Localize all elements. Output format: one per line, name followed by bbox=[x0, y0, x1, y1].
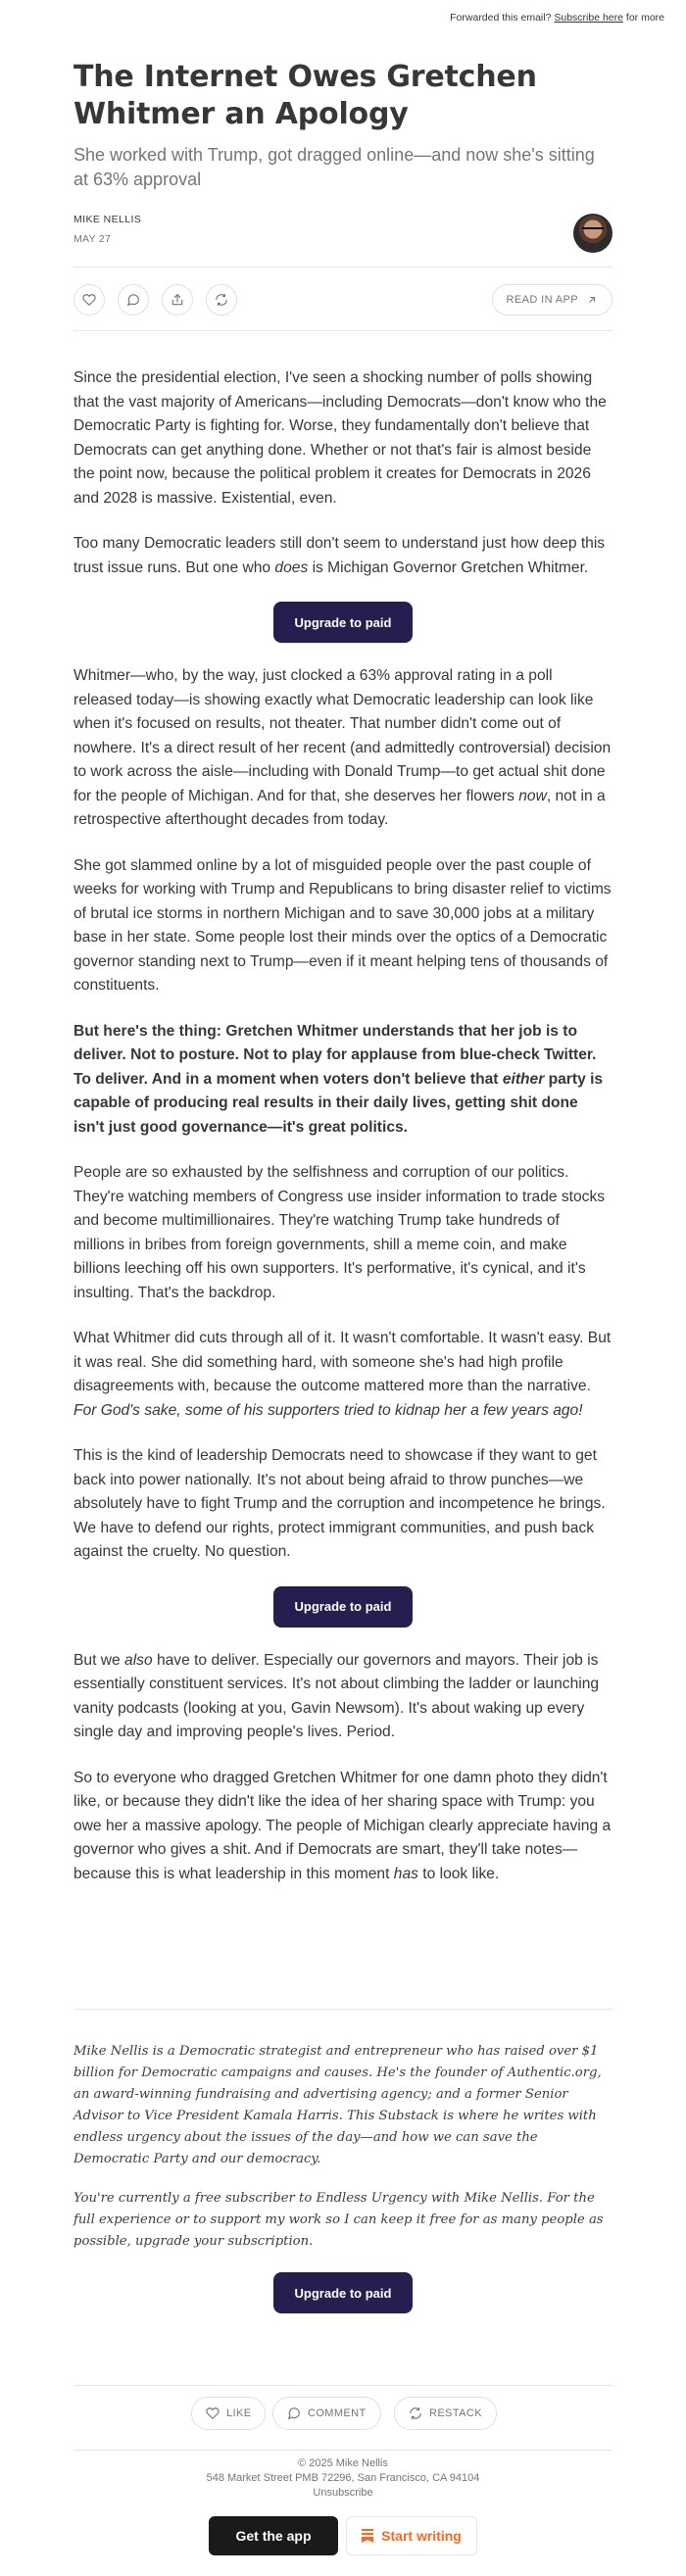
paragraph: This is the kind of leadership Democrats need to showcase if they want to get back into power nationally. It's not about being afraid to throw punches—we absolutely have to fight Trump and the corruption and incompetence he brings. We have to defend our rights, protect immigrant communities, and push back against the cruelty. No question. bbox=[74, 1447, 606, 1560]
text-run: , not in a retrospective afterthought decades from today. bbox=[74, 787, 606, 828]
forwarded-suffix: for more bbox=[625, 12, 664, 24]
read-in-app-label: READ IN APP bbox=[506, 294, 578, 306]
emphasis: does bbox=[274, 559, 309, 576]
subscribe-link[interactable]: Subscribe here bbox=[554, 12, 623, 24]
author-name[interactable]: MIKE NELLIS bbox=[74, 214, 142, 225]
upgrade-cta bbox=[74, 2272, 612, 2313]
article-body bbox=[74, 366, 612, 1886]
upgrade-cta bbox=[74, 602, 612, 643]
forwarded-note bbox=[450, 12, 664, 24]
subscriber-note: You're currently a free subscriber to Endless Urgency with Mike Nellis. For the full experience or to support my work so I can keep it free for as many people as possible, upgrade your subscription. bbox=[74, 2191, 604, 2249]
read-in-app-button[interactable] bbox=[492, 284, 612, 316]
text-run: Too many Democratic leaders still don't seem to understand just how deep this trust issue runs. But one who bbox=[74, 535, 606, 576]
footer-notes bbox=[74, 2009, 612, 2313]
forwarded-text: Forwarded this email? bbox=[450, 12, 552, 24]
post-title[interactable]: The Internet Owes Gretchen Whitmer an Apology bbox=[74, 60, 537, 131]
comment-label: COMMENT bbox=[308, 2407, 367, 2419]
start-writing-label: Start writing bbox=[381, 2528, 462, 2544]
share-icon bbox=[171, 293, 184, 307]
bottom-actions bbox=[74, 2385, 612, 2438]
restack-button[interactable] bbox=[206, 284, 237, 316]
paragraph bbox=[74, 664, 612, 833]
post-date: MAY 27 bbox=[74, 233, 112, 245]
author-bio: Mike Nellis is a Democratic strategist and entrepreneur who has raised over $1 billion for Democratic campaigns and causes. He's the founder of Authentic.org, an award-winning fundraising and advertising agency; and a former Senior Advisor to Vice President Kamala Harris. This Substack is where he writes with endless urgency about the issues of the day—and how we can save the Democratic Party and our democracy. bbox=[74, 2044, 602, 2166]
paragraph: People are so exhausted by the selfishness and corruption of our politics. They're watching members of Congress use insider information to trade stocks and become multimillionaires. They're watching Trump take hundreds of millions in bribes from foreign governments, shill a meme coin, and make billions leeching off his own supporters. It's performative, it's cynical, and it's insulting. That's the backdrop. bbox=[74, 1164, 606, 1301]
emphasis: either bbox=[502, 1070, 545, 1088]
copyright: © 2025 Mike Nellis bbox=[298, 2457, 388, 2469]
paragraph bbox=[74, 1767, 612, 1887]
paragraph: Since the presidential election, I've seen a shocking number of polls showing that the vast majority of Americans—including Democrats—don't know who the Democratic Party is fighting for. Worse, they fundamentally don't believe that Democrats can get anything done. Whether or not that's fair is almost beside the point now, because the political problem it creates for Democrats in 2026 and 2028 is massive. Existential, even. bbox=[74, 369, 607, 507]
text-run: is Michigan Governor Gretchen Whitmer. bbox=[308, 559, 589, 576]
text-run: party is capable of producing real results in their daily lives, getting shit done isn't just good governance—it's great politics. bbox=[74, 1070, 604, 1136]
address: 548 Market Street PMB 72296, San Francisco, CA 94104 bbox=[206, 2472, 480, 2484]
paragraph bbox=[74, 1649, 612, 1745]
text-run: Whitmer—who, by the way, just clocked a 63% approval rating in a poll released today—is showing exactly what Democratic leadership can look like when it's focused on results, not theater. That number didn't come out of nowhere. It's a direct result of her recent (and admittedly controversial) decision to work across the aisle—including with Donald Trump—to get actual shit done for the people of Michigan. And for that, she deserves her flowers bbox=[74, 667, 612, 804]
paragraph bbox=[74, 532, 612, 580]
post-actions bbox=[74, 267, 612, 330]
upgrade-cta bbox=[74, 1586, 612, 1628]
share-button[interactable] bbox=[162, 284, 193, 316]
avatar-glasses bbox=[582, 227, 604, 235]
text-run: But we bbox=[74, 1651, 125, 1669]
post-container bbox=[74, 59, 612, 1886]
upgrade-to-paid-button[interactable]: Upgrade to paid bbox=[273, 1586, 413, 1628]
emphasis: now bbox=[518, 787, 547, 804]
like-pill-button[interactable] bbox=[191, 2397, 266, 2430]
text-run: What Whitmer did cuts through all of it. It wasn't comfortable. It wasn't easy. But it was real. She did something hard, with someone she's had high profile disagreements with, because the outcome mattered more than the narrative. bbox=[74, 1330, 612, 1394]
heart-icon bbox=[206, 2406, 220, 2420]
divider bbox=[74, 2385, 612, 2386]
restack-pill-button[interactable] bbox=[394, 2397, 497, 2430]
bold-paragraph bbox=[74, 1020, 612, 1141]
divider bbox=[74, 2009, 612, 2010]
legal-footer bbox=[74, 2450, 612, 2501]
external-arrow-icon bbox=[586, 294, 598, 306]
comment-icon bbox=[126, 293, 140, 307]
text-run: But here's the thing: Gretchen Whitmer understands that her job is to deliver. Not to posture. Not to play for applause from blue-check Twitter. To deliver. And in a moment when voters don't believe that bbox=[74, 1022, 597, 1088]
text-run: have to deliver. Especially our governors and mayors. Their job is essentially constituent services. It's not about climbing the ladder or launching vanity podcasts (looking at you, Gavin Newsom). It's about waking up every single day and improving people's lives. Period. bbox=[74, 1651, 600, 1740]
comment-button[interactable] bbox=[118, 284, 149, 316]
upgrade-to-paid-button[interactable]: Upgrade to paid bbox=[273, 602, 413, 643]
post-subtitle: She worked with Trump, got dragged online—and now she's sitting at 63% approval bbox=[74, 145, 595, 189]
restack-icon bbox=[215, 293, 228, 307]
substack-logo-icon bbox=[362, 2529, 373, 2543]
comment-pill-button[interactable] bbox=[272, 2397, 381, 2430]
like-button[interactable] bbox=[74, 284, 105, 316]
text-run: So to everyone who dragged Gretchen Whitmer for one damn photo they didn't like, or because they didn't like the idea of her sharing space with Trump: you owe her a massive apology. The people of Michigan clearly appreciate having a governor who gives a shit. And if Democrats are smart, they'll take notes—because this is what leadership in this moment bbox=[74, 1769, 612, 1882]
like-label: LIKE bbox=[226, 2407, 252, 2419]
restack-label: RESTACK bbox=[429, 2407, 482, 2419]
get-the-app-button[interactable]: Get the app bbox=[209, 2516, 338, 2555]
restack-icon bbox=[409, 2406, 422, 2420]
text-run: to look like. bbox=[417, 1865, 500, 1882]
paragraph: She got slammed online by a lot of misguided people over the past couple of weeks for working with Trump and Republicans to bring disaster relief to victims of brutal ice storms in northern Michigan and to save 30,000 jobs at a military base in her state. Some people lost their minds over the optics of a Democratic governor standing next to Trump—even if it meant helping tens of thousands of constituents. bbox=[74, 856, 612, 994]
avatar[interactable] bbox=[573, 214, 612, 253]
comment-icon bbox=[287, 2406, 301, 2420]
emphasis: also bbox=[124, 1651, 153, 1669]
byline bbox=[74, 214, 612, 255]
divider bbox=[74, 2450, 612, 2451]
divider bbox=[74, 330, 612, 331]
heart-icon bbox=[82, 293, 96, 307]
emphasis: For God's sake, some of his supporters tried to kidnap her a few years ago! bbox=[74, 1401, 583, 1419]
unsubscribe-link[interactable]: Unsubscribe bbox=[313, 2487, 373, 2499]
paragraph bbox=[74, 1327, 612, 1423]
upgrade-to-paid-button[interactable]: Upgrade to paid bbox=[273, 2272, 413, 2313]
emphasis: has bbox=[393, 1865, 418, 1882]
start-writing-button[interactable] bbox=[346, 2516, 477, 2555]
